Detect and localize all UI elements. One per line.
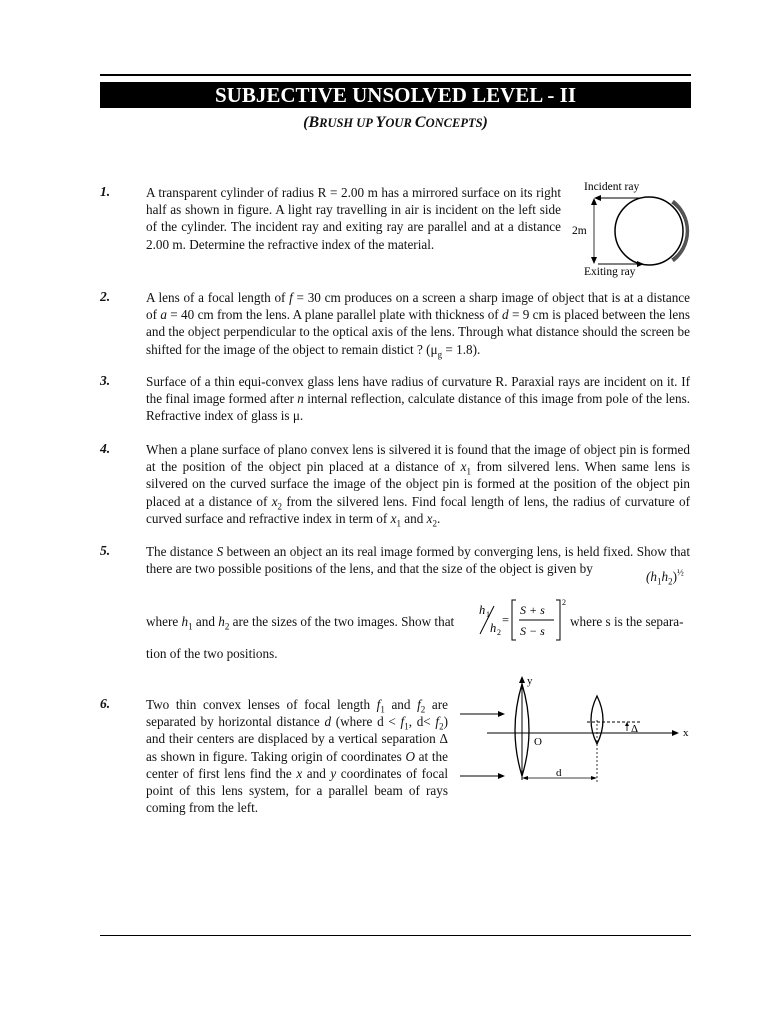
svg-text:h: h	[479, 603, 486, 617]
y-axis-label: y	[527, 675, 533, 687]
figure-mirrored-cylinder	[570, 176, 695, 281]
section-title: SUBJECTIVE UNSOLVED LEVEL - II	[100, 82, 691, 108]
question-text-5a: The distance S between an object an its real image formed by converging lens, is held fixed. Show that there are two possible positions of the lens, and that the size of the object is given by	[146, 544, 690, 577]
svg-text:S − s: S − s	[520, 624, 545, 638]
question-number-3: 3.	[100, 373, 111, 388]
question-number-4: 4.	[100, 441, 111, 456]
exiting-ray-label: Exiting ray	[584, 266, 636, 278]
object-size-expression: $(h_1h_2)^{\frac{1}{2}}$	[646, 567, 684, 587]
question-text-2: A lens of a focal length of f = 30 cm produces on a screen a sharp image of object that is at a distance of a = 40 cm from the lens. A plane parallel plate with thickness of d = 9 cm is placed between the lens and the object perpendicular to the optical axis of the lens. Through what distance should the screen be shifted for the image of the object to remain distict ? $(\mu_g = 1.8)$.	[146, 290, 690, 360]
ratio-equation	[476, 596, 568, 644]
question-text-4: When a plane surface of plano convex lens is silvered it is found that the image of object pin is formed at the position of the object pin placed at a distance of $x_1$ from silvered lens. When same lens is silvered on the curved surface the image of the object pin is formed at the position of the object pin placed at a distance of $x_2$ from the silvered lens. Find focal length of lens, the radius of curvature of curved surface and refractive index in term of $x_1$ and $x_2$.	[146, 442, 690, 529]
x-axis-label: x	[683, 727, 689, 739]
question-text-1: A transparent cylinder of radius R = 2.00 m has a mirrored surface on its right half as shown in figure. A light ray travelling in air is incident on the left side of the cylinder. The incident ray and exiting ray are parallel and at a distance 2.00 m. Determine the refractive index of the material.	[146, 185, 561, 252]
question-text-5b: where $h_1$ and $h_2$ are the sizes of the two images. Show that	[146, 614, 455, 632]
question-text-5d: tion of the two positions.	[146, 646, 278, 661]
question-text-5c: where s is the separa-	[570, 614, 684, 629]
question-text-6: Two thin convex lenses of focal length $f_1$ and $f_2$ are separated by horizontal distance d (where $d < f_1$, $d< f_2$) and their centers are displaced by a vertical separation Δ as shown in figure. Taking origin of coordinates O at the center of first lens find the x and y coordinates of focal point of this lens system, for a parallel beam of rays coming from the left.	[146, 697, 448, 816]
bottom-rule	[100, 935, 691, 936]
figure-two-lenses	[455, 672, 695, 790]
svg-text:2: 2	[562, 598, 566, 607]
top-rule	[100, 74, 691, 76]
section-subtitle: (BRUSH UP YOUR CONCEPTS)	[303, 114, 488, 131]
question-number-2: 2.	[100, 289, 111, 304]
origin-label: O	[534, 736, 542, 748]
delta-label: Δ	[631, 723, 639, 735]
d-label: d	[556, 767, 562, 779]
svg-text:2: 2	[497, 628, 501, 637]
question-number-6: 6.	[100, 696, 111, 711]
svg-text:h: h	[490, 621, 497, 635]
question-number-1: 1.	[100, 184, 111, 199]
question-text-3: Surface of a thin equi-convex glass lens have radius of curvature R. Paraxial rays are incident on it. If the final image formed after n internal reflection, calculate distance of this image from pole of the lens. Refractive index of glass is μ.	[146, 374, 690, 424]
svg-text:S + s: S + s	[520, 603, 545, 617]
incident-ray-label: Incident ray	[584, 181, 640, 193]
svg-text:=: =	[502, 613, 510, 627]
question-number-5: 5.	[100, 543, 111, 558]
distance-label: 2m	[572, 225, 587, 237]
svg-text:1: 1	[486, 610, 490, 619]
